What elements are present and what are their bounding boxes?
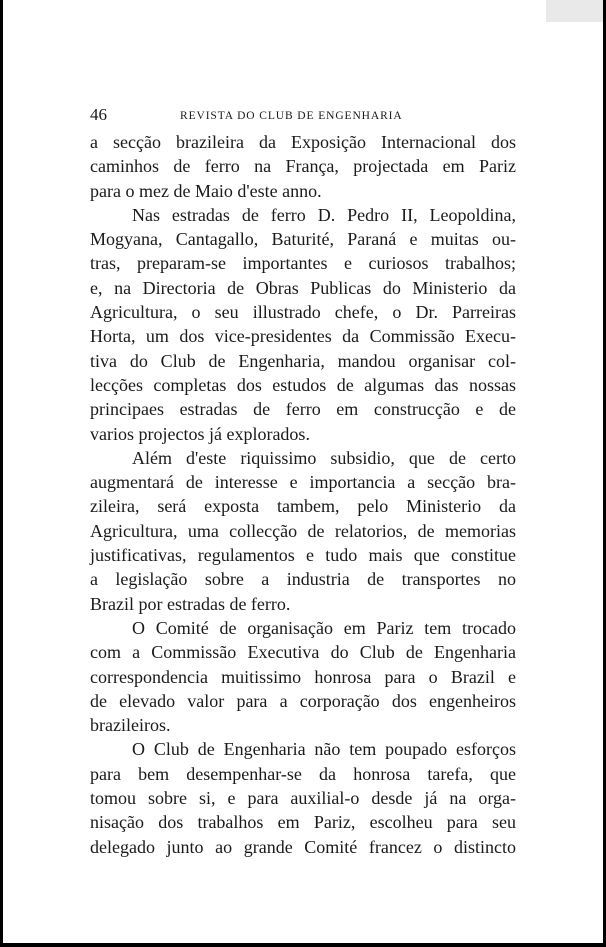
text-line: a legislação sobre a industria de transportes no: [90, 569, 516, 590]
text-line: Além d'este riquissimo subsidio, que de certo: [132, 447, 516, 468]
paragraph: [90, 616, 516, 737]
running-head: REVISTA DO CLUB DE ENGENHARIA: [180, 110, 403, 122]
text-line: nisação dos trabalhos em Pariz, escolheu para seu: [90, 812, 516, 833]
text-line: para bem desempenhar-se da honrosa tarefa, que: [90, 763, 516, 784]
text-line: Agricultura, uma collecção de relatorios, de memorias: [90, 520, 516, 541]
text-line: tomou sobre si, e para auxilial-o desde já na orga-: [90, 788, 516, 809]
text-line: de elevado valor para a corporação dos engenheiros: [90, 690, 516, 711]
scan-margin-corner: [546, 0, 606, 22]
text-line: principaes estradas de ferro em construcção e de: [90, 399, 516, 420]
text-line: Horta, um dos vice-presidentes da Commissão Execu-: [90, 326, 516, 347]
paragraph: [90, 130, 516, 203]
text-line: e, na Directoria de Obras Publicas do Ministerio da: [90, 277, 516, 298]
scan-border-bottom: [0, 943, 606, 947]
text-line: com a Commissão Executiva do Club de Engenharia: [90, 642, 516, 663]
paragraph: [90, 737, 516, 858]
text-line: Nas estradas de ferro D. Pedro II, Leopoldina,: [132, 204, 516, 225]
text-line: tiva do Club de Engenharia, mandou organisar col-: [90, 350, 516, 371]
text-line: O Comité de organisação em Pariz tem trocado: [132, 617, 516, 638]
text-line: caminhos de ferro na França, projectada em Pariz: [90, 156, 516, 177]
text-line: lecções completas dos estudos de algumas das nossas: [90, 374, 516, 395]
page-number: 46: [90, 105, 107, 124]
text-line: delegado junto ao grande Comité francez o distincto: [90, 836, 516, 857]
text-line: correspondencia muitissimo honrosa para o Brazil e: [90, 666, 516, 687]
text-line: a secção brazileira da Exposição Internacional dos: [90, 132, 516, 152]
text-line: para o mez de Maio d'este anno.: [90, 180, 322, 201]
text-line: augmentará de interesse e importancia a secção bra-: [90, 472, 516, 493]
text-line: brazileiros.: [90, 715, 171, 736]
paragraph: [90, 203, 516, 446]
paragraph: [90, 446, 516, 616]
text-line: O Club de Engenharia não tem poupado esforços: [132, 739, 516, 760]
text-line: tras, preparam-se importantes e curiosos trabalhos;: [90, 253, 516, 274]
text-line: justificativas, regulamentos e tudo mais que constitue: [90, 545, 516, 566]
text-line: Brazil por estradas de ferro.: [90, 593, 291, 614]
text-line: Mogyana, Cantagallo, Baturité, Paraná e muitas ou-: [90, 229, 516, 250]
page-header: [90, 104, 516, 126]
scan-border-left: [0, 0, 3, 947]
body-text: [90, 130, 516, 859]
text-line: varios projectos já explorados.: [90, 423, 310, 444]
text-line: zileira, será exposta tambem, pelo Ministerio da: [90, 496, 516, 517]
text-line: Agricultura, o seu illustrado chefe, o Dr. Parreiras: [90, 302, 516, 323]
